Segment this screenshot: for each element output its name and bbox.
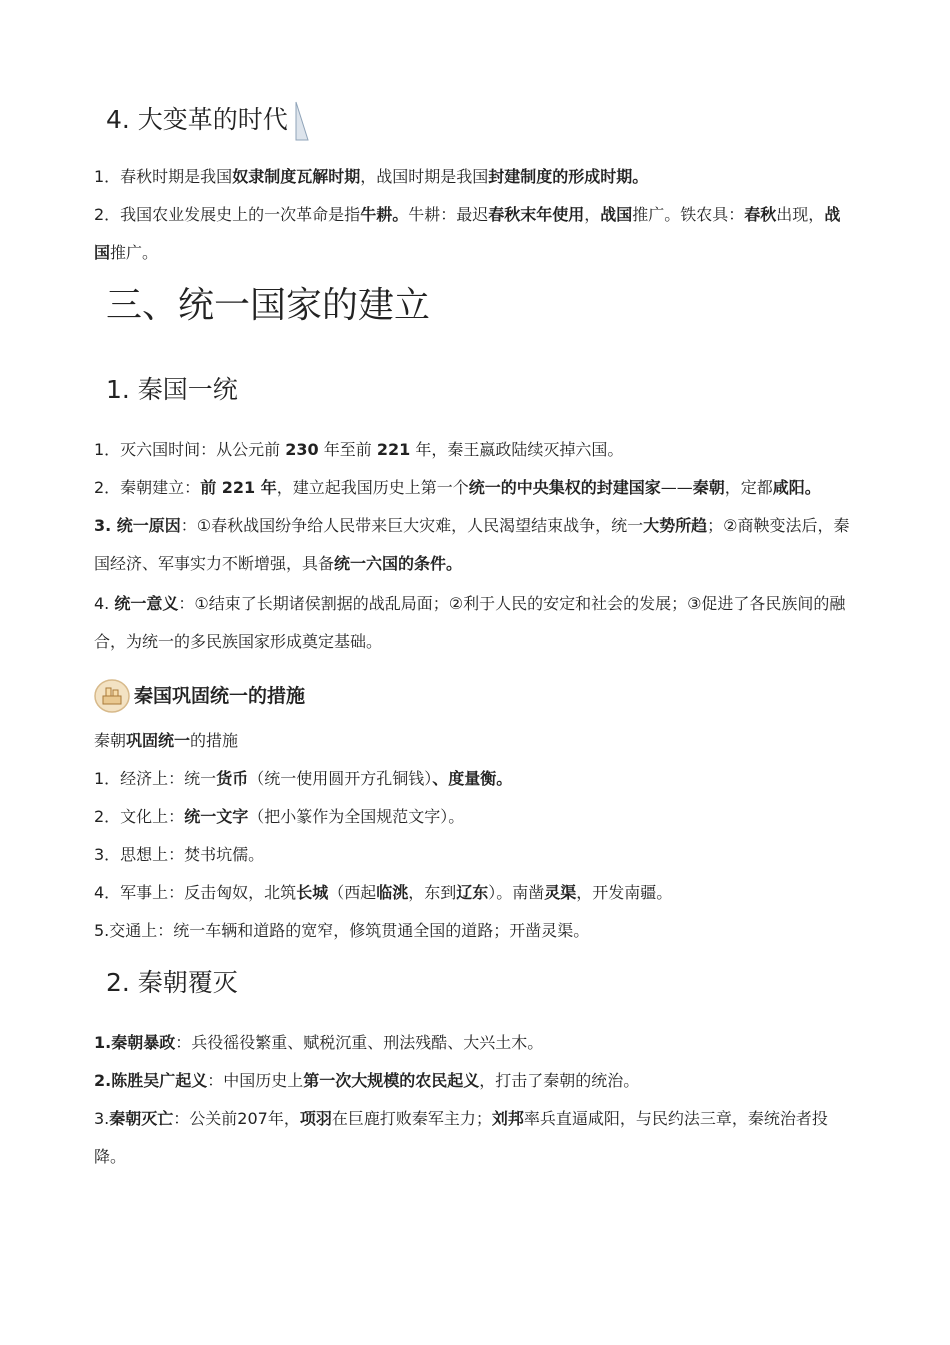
paragraph-qin-founding: 2．秦朝建立：前 221 年，建立起我国历史上第一个统一的中央集权的封建国家——秦朝，定都咸阳。 bbox=[94, 478, 821, 497]
paragraph-conquest-time: 1．灭六国时间：从公元前 230 年至前 221 年，秦王嬴政陆续灭掉六国。 bbox=[94, 440, 624, 459]
measures-heading: 秦国巩固统一的措施 bbox=[134, 685, 306, 707]
measure-culture: 2．文化上：统一文字（把小篆作为全国规范文字）。 bbox=[94, 807, 465, 826]
paragraph-chen-wu-uprising: 2.陈胜吴广起义：中国历史上第一次大规模的农民起义，打击了秦朝的统治。 bbox=[94, 1071, 640, 1090]
paragraph-qin-collapse: 3.秦朝灭亡：公关前207年，项羽在巨鹿打败秦军主力；刘邦率兵直逼咸阳，与民约法三章，秦统治者投降。 bbox=[94, 1109, 828, 1166]
section-heading-qin-unify: 1. 秦国一统 bbox=[106, 375, 238, 404]
measure-economy: 1．经济上：统一货币（统一使用圆开方孔铜钱）、度量衡。 bbox=[94, 769, 513, 788]
section-heading-great-change: 4. 大变革的时代 bbox=[106, 100, 310, 142]
measure-thought: 3．思想上：焚书坑儒。 bbox=[94, 845, 265, 864]
paragraph-measures-intro: 秦朝巩固统一的措施 bbox=[94, 731, 239, 750]
paragraph-unify-reasons: 3. 统一原因：①春秋战国纷争给人民带来巨大灾难，人民渴望结束战争，统一大势所趋；②商鞅变法后，秦国经济、军事实力不断增强，具备统一六国的条件。 bbox=[94, 516, 850, 573]
section-heading-qin-fall: 2. 秦朝覆灭 bbox=[106, 968, 238, 997]
paragraph-spring-autumn: 1．春秋时期是我国奴隶制度瓦解时期，战国时期是我国封建制度的形成时期。 bbox=[94, 167, 649, 186]
measure-transport: 5.交通上：统一车辆和道路的宽窄，修筑贯通全国的道路；开凿灵渠。 bbox=[94, 921, 590, 940]
part-heading-unification: 三、统一国家的建立 bbox=[106, 285, 431, 326]
triangle-marker-icon bbox=[294, 100, 310, 142]
paragraph-unify-significance: 4. 统一意义：①结束了长期诸侯割据的战乱局面；②利于人民的安定和社会的发展；③促进了各民族间的融合，为统一的多民族国家形成奠定基础。 bbox=[94, 594, 846, 651]
book-badge-icon bbox=[94, 678, 130, 714]
paragraph-qin-tyranny: 1.秦朝暴政：兵役徭役繁重、赋税沉重、刑法残酷、大兴土木。 bbox=[94, 1033, 544, 1052]
paragraph-ox-plough: 2．我国农业发展史上的一次革命是指牛耕。牛耕：最迟春秋末年使用，战国推广。铁农具：春秋出现，战国推广。 bbox=[94, 205, 841, 262]
measure-military: 4．军事上：反击匈奴，北筑长城（西起临洮，东到辽东）。南凿灵渠，开发南疆。 bbox=[94, 883, 673, 902]
